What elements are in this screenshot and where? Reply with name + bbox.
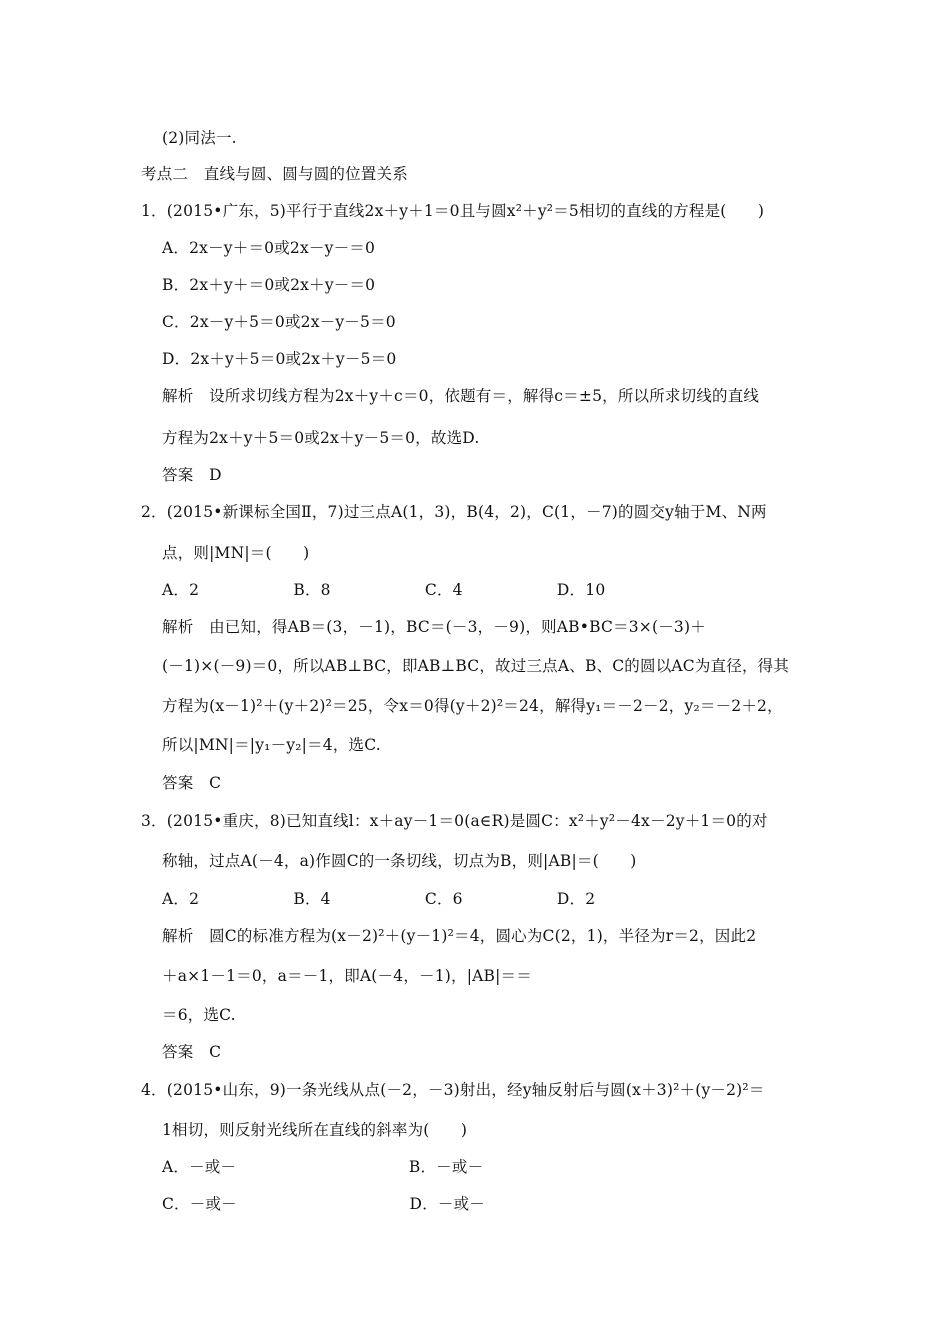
q1-option-b: B．2x＋y＋＝0或2x＋y－＝0	[162, 276, 376, 294]
q2-analysis-line-1: 解析 由已知，得AB＝(3，－1)，BC＝(－3，－9)，则AB•BC＝3×(－3)＋	[162, 618, 706, 636]
q1-analysis-line-1: 解析 设所求切线方程为2x＋y＋c＝0，依题有＝，解得c＝±5，所以所求切线的直线	[162, 387, 760, 405]
q3-analysis-line-3: ＝6，选C.	[162, 1006, 236, 1024]
q3-stem-line-1: 3．(2015•重庆，8)已知直线l：x＋ay－1＝0(a∈R)是圆C：x²＋y²－4x－2y＋1＝0的对	[141, 812, 768, 830]
q2-options: A．2 B．8 C．4 D．10	[162, 581, 606, 599]
q2-analysis-line-2: (－1)×(－9)＝0，所以AB⊥BC，即AB⊥BC，故过三点A、B、C的圆以AC为直径，得其	[162, 657, 790, 675]
q2-analysis-line-4: 所以|MN|＝|y₁－y₂|＝4，选C.	[162, 736, 381, 754]
q1-option-c: C．2x－y＋5＝0或2x－y－5＝0	[162, 313, 396, 331]
q2-answer: 答案 C	[162, 774, 222, 792]
q3-stem-line-2: 称轴，过点A(－4，a)作圆C的一条切线，切点为B，则|AB|＝( )	[162, 852, 637, 870]
q2-stem-line-2: 点，则|MN|＝( )	[162, 544, 310, 562]
q1-option-d: D．2x＋y＋5＝0或2x＋y－5＝0	[162, 350, 397, 368]
q2-stem-line-1: 2．(2015•新课标全国Ⅱ，7)过三点A(1，3)，B(4，2)，C(1，－7)的圆交y轴于M、N两	[141, 503, 767, 521]
q4-options-cd: C．－或－ D．－或－	[162, 1195, 485, 1213]
q3-analysis-line-2: ＋a×1－1＝0，a＝－1，即A(－4，－1)，|AB|＝＝	[162, 967, 532, 985]
q4-stem-line-1: 4．(2015•山东，9)一条光线从点(－2，－3)射出，经y轴反射后与圆(x＋3)²＋(y－2)²＝	[141, 1081, 765, 1099]
q4-stem-line-2: 1相切，则反射光线所在直线的斜率为( )	[162, 1121, 468, 1139]
q1-option-a: A．2x－y＋＝0或2x－y－＝0	[162, 239, 376, 257]
section-heading: 考点二 直线与圆、圆与圆的位置关系	[141, 165, 408, 183]
q4-options-ab: A．－或－ B．－或－	[162, 1158, 484, 1176]
q2-analysis-line-3: 方程为(x－1)²＋(y＋2)²＝25，令x＝0得(y＋2)²＝24，解得y₁＝－2－2，y₂＝－2＋2，	[162, 697, 783, 715]
text-line-1: (2)同法一.	[162, 129, 237, 147]
q1-answer: 答案 D	[162, 466, 222, 484]
q1-stem: 1．(2015•广东，5)平行于直线2x＋y＋1＝0且与圆x²＋y²＝5相切的直线的方程是( )	[141, 202, 765, 220]
q3-options: A．2 B．4 C．6 D．2	[162, 890, 596, 908]
q3-analysis-line-1: 解析 圆C的标准方程为(x－2)²＋(y－1)²＝4，圆心为C(2，1)，半径为r＝2，因此2	[162, 927, 757, 945]
q1-analysis-line-2: 方程为2x＋y＋5＝0或2x＋y－5＝0，故选D.	[162, 429, 480, 447]
q3-answer: 答案 C	[162, 1043, 222, 1061]
